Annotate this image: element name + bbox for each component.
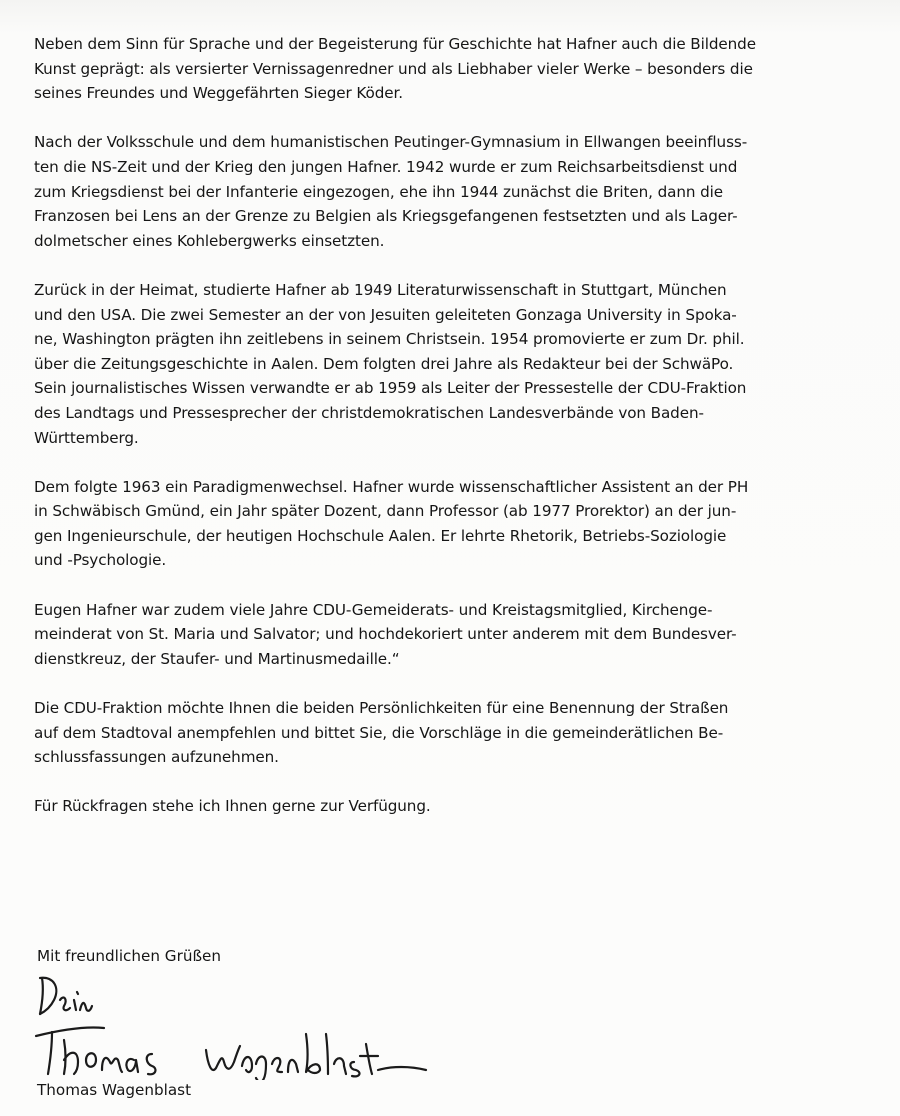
text-line: seines Freundes und Weggefährten Sieger Köder. [34,84,403,103]
signer-name: Thomas Wagenblast [37,1081,192,1099]
text-line: meinderat von St. Maria und Salvator; und hochdekoriert unter anderem mit dem Bundesver- [34,625,737,644]
text-line: schlussfassungen aufzunehmen. [34,748,279,767]
text-line: und den USA. Die zwei Semester an der von Jesuiten geleiteten Gonzaga University in Spoka- [34,305,737,324]
text-line: Franzosen bei Lens an der Grenze zu Belgien als Kriegsgefangenen festsetzten und als Lager- [34,207,738,226]
paragraph-art [34,32,900,106]
text-line: dolmetscher eines Kohlebergwerks einsetzten. [34,231,385,250]
text-line: dienstkreuz, der Staufer- und Martinusmedaille.“ [34,649,400,668]
text-line: Dem folgte 1963 ein Paradigmenwechsel. Hafner wurde wissenschaftlicher Assistent an der PH [34,477,749,496]
text-line: Neben dem Sinn für Sprache und der Begeisterung für Geschichte hat Hafner auch die Bildende [34,35,756,53]
text-line: Zurück in der Heimat, studierte Hafner ab 1949 Literaturwissenschaft in Stuttgart, München [34,280,727,299]
text-line: des Landtags und Pressesprecher der christdemokratischen Landesverbände von Baden- [34,403,704,422]
text-line: Sein journalistisches Wissen verwandte er ab 1959 als Leiter der Pressestelle der CDU-Fraktion [34,379,747,398]
text-line: Nach der Volksschule und dem humanistischen Peutinger-Gymnasium in Ellwangen beeinfluss- [34,133,748,152]
paragraph-request [34,696,900,770]
paragraph-career [34,475,900,573]
text-line: zum Kriegsdienst bei der Infanterie eingezogen, ehe ihn 1944 zunächst die Briten, dann die [34,182,724,201]
text-line: in Schwäbisch Gmünd, ein Jahr später Dozent, dann Professor (ab 1977 Prorektor) an der jun- [34,502,737,521]
text-line: und -Psychologie. [34,551,167,570]
paragraph-studies [34,278,900,450]
text-line: gen Ingenieurschule, der heutigen Hochschule Aalen. Er lehrte Rhetorik, Betriebs-Soziologie [34,526,727,545]
handwritten-signature [30,970,450,1080]
paragraph-war [34,130,900,253]
paragraph-contact [34,794,900,819]
closing-greeting: Mit freundlichen Grüßen [37,947,221,965]
text-line: auf dem Stadtoval anempfehlen und bittet Sie, die Vorschläge in die gemeinderätlichen Be- [34,723,724,742]
text-line: Die CDU-Fraktion möchte Ihnen die beiden Persönlichkeiten für eine Benennung der Straßen [34,699,729,718]
paragraph-honors [34,598,900,672]
text-line: ne, Washington prägten ihn zeitlebens in seinem Christsein. 1954 promovierte er zum Dr. phil. [34,330,745,349]
text-line: Eugen Hafner war zudem viele Jahre CDU-Gemeiderats- und Kreistagsmitglied, Kirchenge- [34,600,713,619]
text-line: ten die NS-Zeit und der Krieg den jungen Hafner. 1942 wurde er zum Reichsarbeitsdienst und [34,157,738,176]
text-line: Württemberg. [34,428,139,447]
text-line: Kunst geprägt: als versierter Vernissagenredner und als Liebhaber vieler Werke – besonders die [34,59,753,78]
letter-body [34,32,900,844]
text-line: über die Zeitungsgeschichte in Aalen. Dem folgten drei Jahre als Redakteur bei der SchwäPo. [34,354,734,373]
text-line: Für Rückfragen stehe ich Ihnen gerne zur Verfügung. [34,797,431,816]
